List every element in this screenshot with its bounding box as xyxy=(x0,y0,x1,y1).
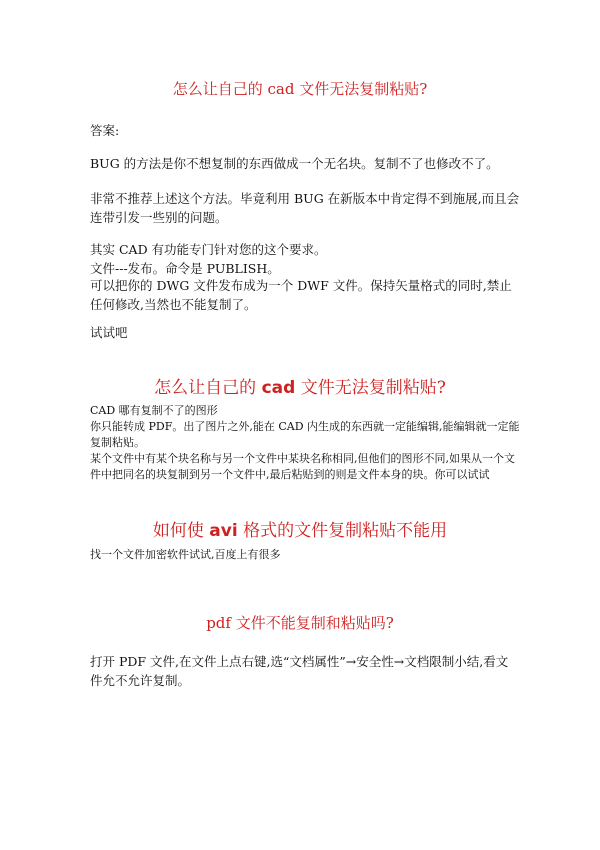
section3-title: 如何使 avi 格式的文件复制粘贴不能用 xyxy=(152,521,448,541)
section2-para3: 某个文件中有某个块名称与另一个文件中某块名称相同,但他们的图形不同,如果从一个文件中把同名的块复制到另一个文件中,最后粘贴到的则是文件本身的块。你可以试试 xyxy=(90,452,515,481)
section1-para3-line3: 可以把你的 DWG 文件发布成为一个 DWF 文件。保持矢量格式的同时,禁止任何修改,当然也不能复制了。 xyxy=(90,278,512,312)
section2-line1: CAD 哪有复制不了的图形 xyxy=(90,404,218,417)
section2-para2: 你只能转成 PDF。出了图片之外,能在 CAD 内生成的东西就一定能编辑,能编辑就一定能复制粘贴。 xyxy=(90,420,520,449)
section1-answer-label: 答案: xyxy=(90,123,120,138)
section1-title: 怎么让自己的 cad 文件无法复制粘贴? xyxy=(172,80,428,98)
section1-para2: 非常不推荐上述这个方法。毕竟利用 BUG 在新版本中肯定得不到施展,而且会连带引发一些别的问题。 xyxy=(90,191,520,225)
section1-para1: BUG 的方法是你不想复制的东西做成一个无名块。复制不了也修改不了。 xyxy=(90,156,499,171)
section3-line1: 找一个文件加密软件试试,百度上有很多 xyxy=(90,548,281,561)
section1-para3-line2: 文件---发布。命令是 PUBLISH。 xyxy=(90,261,280,276)
section4-title: pdf 文件不能复制和粘贴吗? xyxy=(206,614,394,632)
section1-para4: 试试吧 xyxy=(90,325,128,340)
section1-para3-line1: 其实 CAD 有功能专门针对您的这个要求。 xyxy=(90,242,327,257)
section2-title: 怎么让自己的 cad 文件无法复制粘贴? xyxy=(154,378,446,398)
section4-para1: 打开 PDF 文件,在文件上点右键,选“文档属性”→安全性→文档限制小结,看文件允不允许复制。 xyxy=(90,654,509,688)
